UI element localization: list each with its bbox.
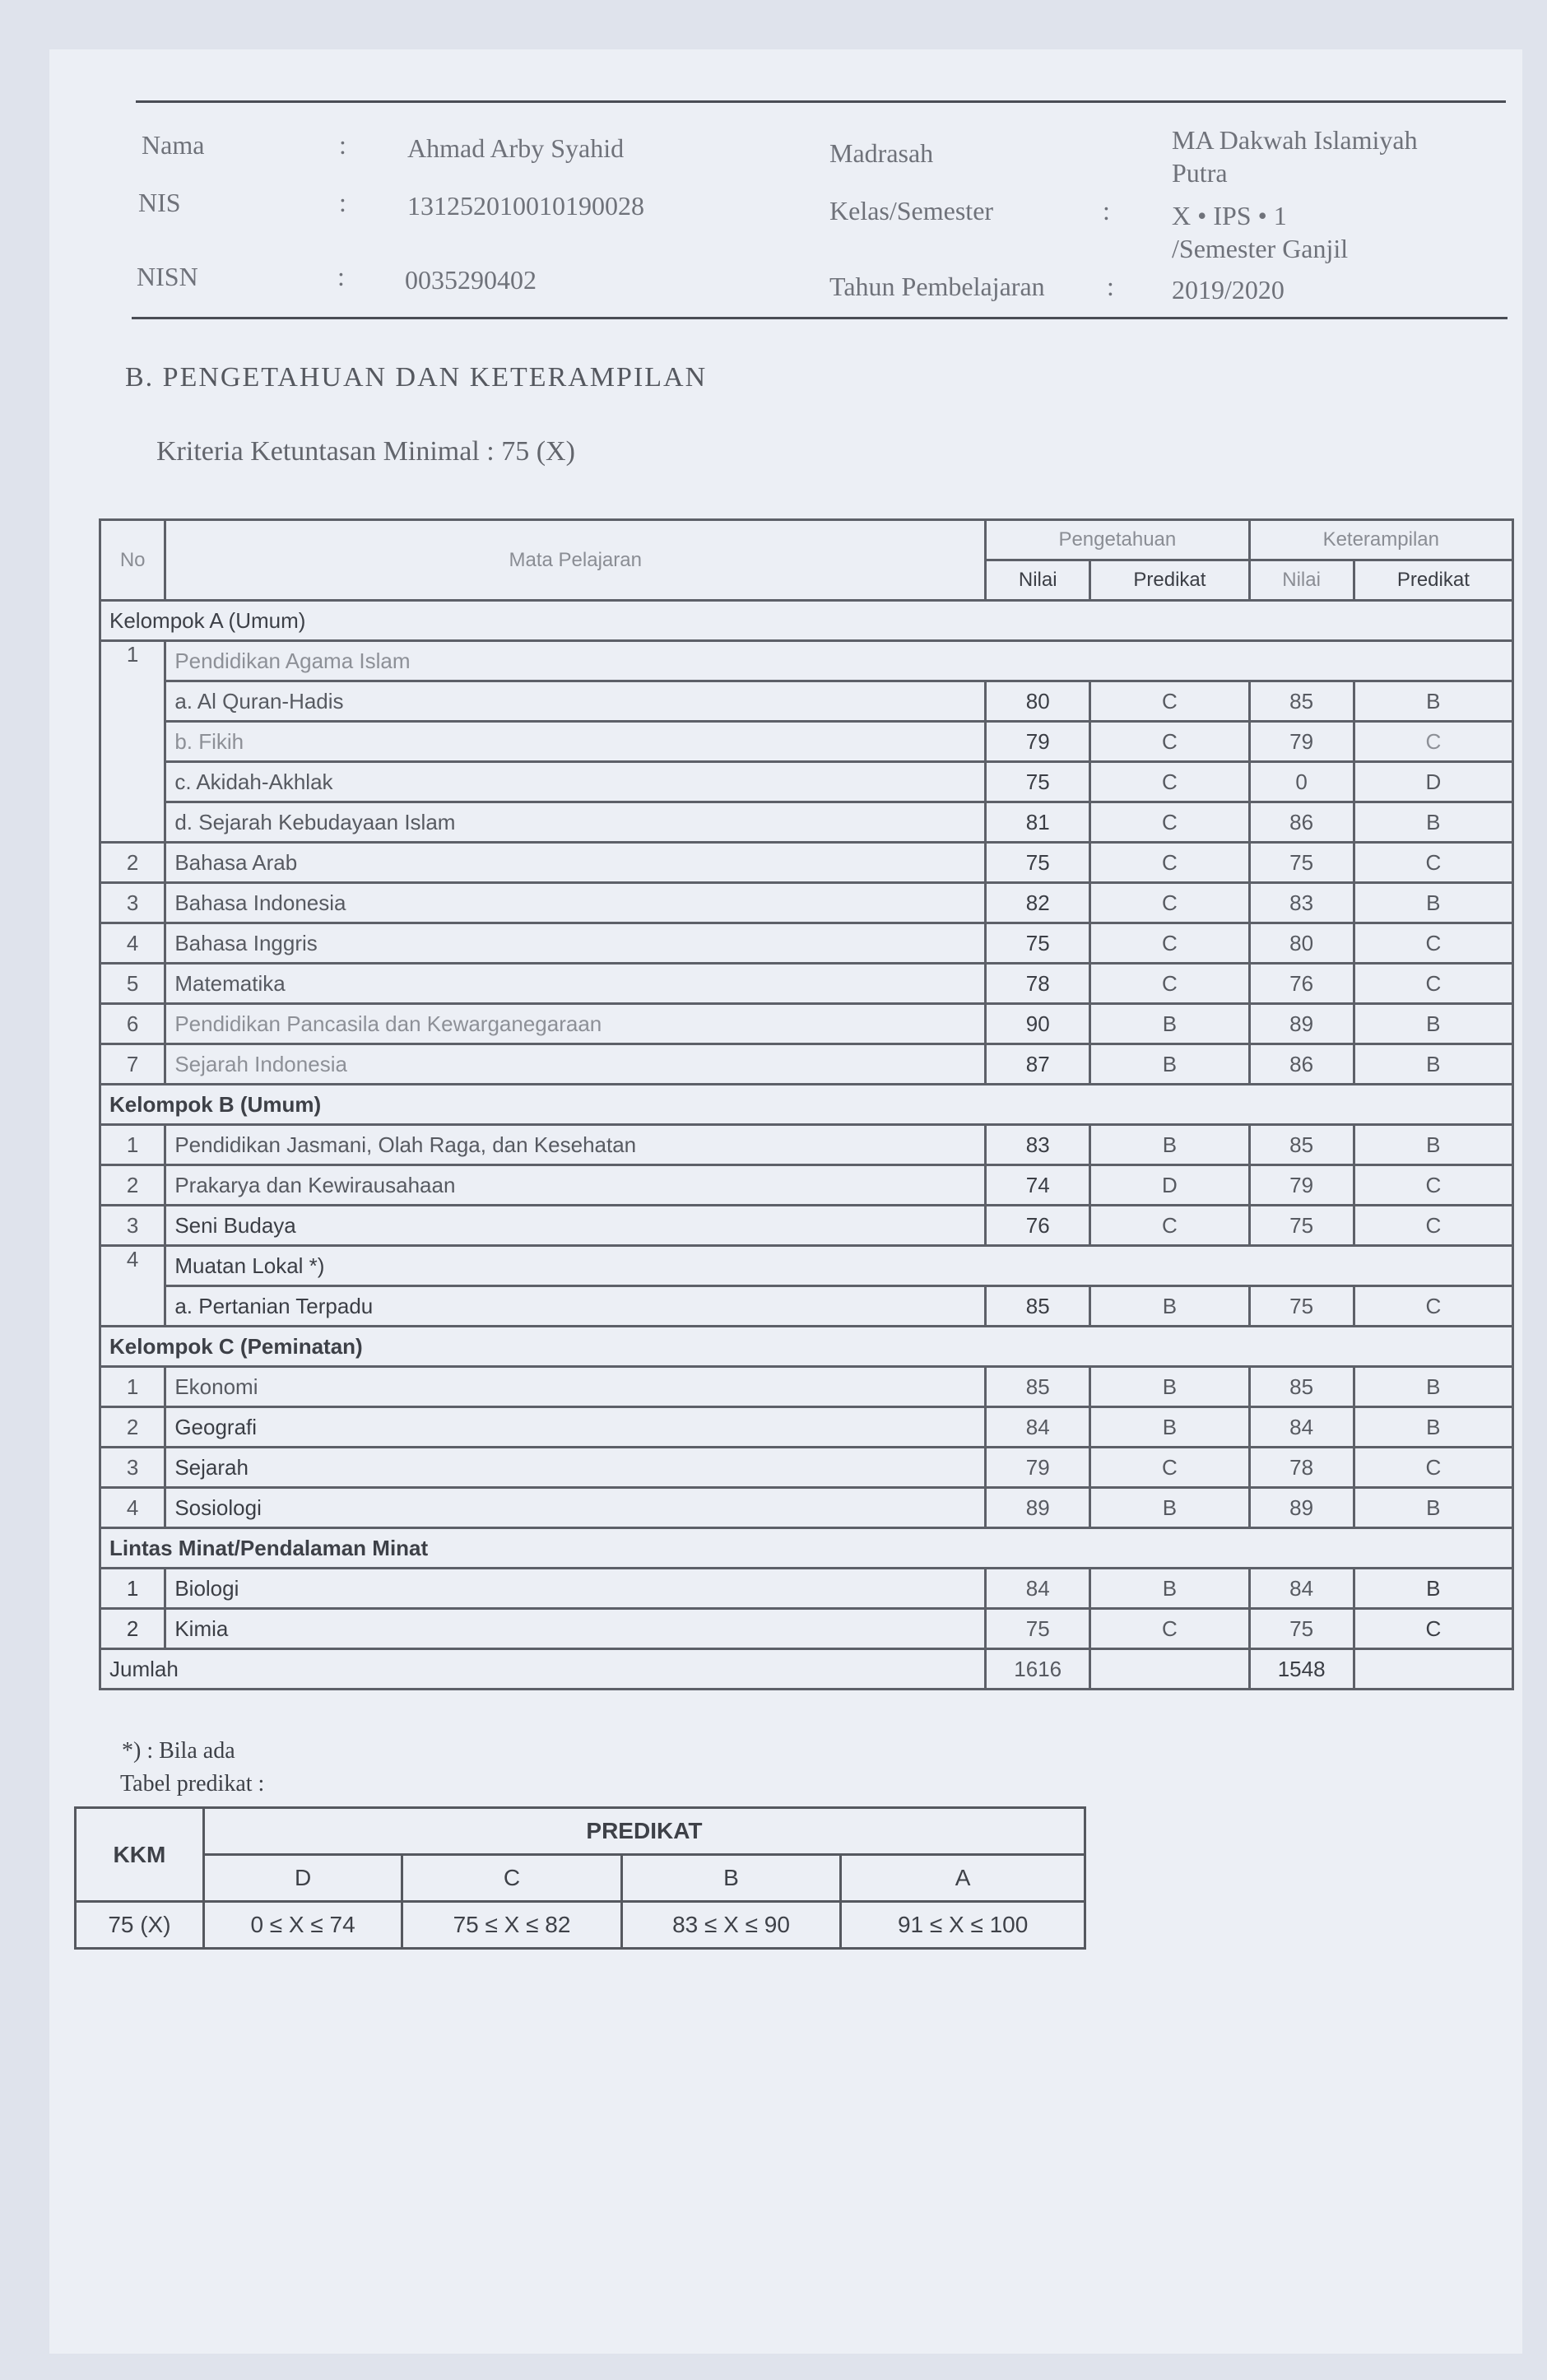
table-row <box>100 802 1513 843</box>
group-a-label: Kelompok A (Umum) <box>100 601 1513 641</box>
kelas-colon: : <box>1103 196 1110 225</box>
subject-name: Prakarya dan Kewirausahaan <box>165 1165 986 1206</box>
peng-nilai: 89 <box>986 1488 1090 1528</box>
ket-nilai: 89 <box>1249 1004 1354 1044</box>
peng-nilai: 74 <box>986 1165 1090 1206</box>
subject-name: a. Al Quran-Hadis <box>165 681 986 722</box>
peng-nilai: 79 <box>986 1448 1090 1488</box>
ket-predikat: B <box>1354 1367 1512 1407</box>
ket-predikat: B <box>1354 1407 1512 1448</box>
ket-predikat: B <box>1354 1004 1512 1044</box>
madrasah-label: Madrasah <box>829 138 934 168</box>
ket-nilai: 75 <box>1249 843 1354 883</box>
row-no: 2 <box>100 1165 165 1206</box>
subject-name: Bahasa Indonesia <box>165 883 986 923</box>
range-a: 91 ≤ X ≤ 100 <box>841 1902 1085 1949</box>
jumlah-peng-predikat-empty <box>1090 1649 1249 1690</box>
table-row <box>100 1448 1513 1488</box>
header-ket-nilai: Nilai <box>1249 560 1354 601</box>
ket-predikat: B <box>1354 1044 1512 1085</box>
nis-label: NIS <box>138 188 181 217</box>
jumlah-row <box>100 1649 1513 1690</box>
subject-name: Seni Budaya <box>165 1206 986 1246</box>
kkm-title: Kriteria Ketuntasan Minimal : 75 (X) <box>156 436 575 467</box>
ket-nilai: 86 <box>1249 1044 1354 1085</box>
subject-name: c. Akidah-Akhlak <box>165 762 986 802</box>
subject-name: Ekonomi <box>165 1367 986 1407</box>
peng-predikat: B <box>1090 1569 1249 1609</box>
jumlah-label: Jumlah <box>100 1649 986 1690</box>
ket-nilai: 76 <box>1249 964 1354 1004</box>
peng-predikat: C <box>1090 722 1249 762</box>
subject-name: d. Sejarah Kebudayaan Islam <box>165 802 986 843</box>
ket-nilai: 89 <box>1249 1488 1354 1528</box>
table-row <box>100 722 1513 762</box>
ket-predikat: C <box>1354 1448 1512 1488</box>
ket-predikat: C <box>1354 1206 1512 1246</box>
peng-nilai: 75 <box>986 843 1090 883</box>
grade-a: A <box>841 1855 1085 1902</box>
nisn-colon: : <box>337 262 345 291</box>
table-row <box>100 1125 1513 1165</box>
predikat-table <box>74 1806 1086 1950</box>
peng-nilai: 85 <box>986 1367 1090 1407</box>
ket-nilai: 85 <box>1249 1367 1354 1407</box>
subject-name: Geografi <box>165 1407 986 1448</box>
peng-predikat: C <box>1090 1448 1249 1488</box>
section-title: B. PENGETAHUAN DAN KETERAMPILAN <box>125 362 708 393</box>
subject-name: Matematika <box>165 964 986 1004</box>
subject-name: Kimia <box>165 1609 986 1649</box>
peng-predikat: B <box>1090 1044 1249 1085</box>
subject-name: Sejarah <box>165 1448 986 1488</box>
range-d: 0 ≤ X ≤ 74 <box>203 1902 402 1949</box>
row-no: 3 <box>100 1448 165 1488</box>
table-row <box>100 1367 1513 1407</box>
ket-predikat: C <box>1354 1286 1512 1327</box>
peng-nilai: 83 <box>986 1125 1090 1165</box>
table-row <box>100 681 1513 722</box>
name-value: Ahmad Arby Syahid <box>407 133 625 163</box>
ket-predikat: C <box>1354 722 1512 762</box>
pai-no: 1 <box>100 641 165 843</box>
ket-predikat: B <box>1354 1125 1512 1165</box>
peng-nilai: 76 <box>986 1206 1090 1246</box>
ket-nilai: 84 <box>1249 1569 1354 1609</box>
peng-predikat: D <box>1090 1165 1249 1206</box>
grade-c: C <box>402 1855 622 1902</box>
ket-nilai: 78 <box>1249 1448 1354 1488</box>
ket-predikat: C <box>1354 843 1512 883</box>
ket-nilai: 0 <box>1249 762 1354 802</box>
mulok-name: Muatan Lokal *) <box>165 1246 1513 1286</box>
header-ket-predikat: Predikat <box>1354 560 1512 601</box>
peng-predikat: B <box>1090 1367 1249 1407</box>
ket-nilai: 75 <box>1249 1206 1354 1246</box>
ket-nilai: 75 <box>1249 1609 1354 1649</box>
row-no: 4 <box>100 923 165 964</box>
header-bottom-rule <box>132 317 1508 319</box>
group-d-label: Lintas Minat/Pendalaman Minat <box>100 1528 1513 1569</box>
ket-nilai: 85 <box>1249 1125 1354 1165</box>
row-no: 3 <box>100 883 165 923</box>
table-row <box>100 923 1513 964</box>
subject-name: Pendidikan Jasmani, Olah Raga, dan Kesehatan <box>165 1125 986 1165</box>
group-c-label: Kelompok C (Peminatan) <box>100 1327 1513 1367</box>
ket-predikat: C <box>1354 923 1512 964</box>
peng-predikat: B <box>1090 1407 1249 1448</box>
row-no: 2 <box>100 843 165 883</box>
row-no: 2 <box>100 1407 165 1448</box>
header-no: No <box>100 520 165 601</box>
madrasah-value-line1: MA Dakwah Islamiyah <box>1172 125 1418 155</box>
grade-b: B <box>621 1855 841 1902</box>
ket-predikat: B <box>1354 1488 1512 1528</box>
peng-predikat: B <box>1090 1488 1249 1528</box>
table-row <box>100 1569 1513 1609</box>
subject-name: Biologi <box>165 1569 986 1609</box>
jumlah-ket-predikat-empty <box>1354 1649 1512 1690</box>
note-tabel-predikat: Tabel predikat : <box>120 1771 265 1797</box>
ket-predikat: C <box>1354 1165 1512 1206</box>
tahun-value: 2019/2020 <box>1172 275 1285 304</box>
peng-nilai: 84 <box>986 1569 1090 1609</box>
peng-predikat: C <box>1090 883 1249 923</box>
ket-nilai: 79 <box>1249 722 1354 762</box>
header-peng-predikat: Predikat <box>1090 560 1249 601</box>
kelas-value-line2: /Semester Ganjil <box>1172 234 1349 263</box>
peng-nilai: 82 <box>986 883 1090 923</box>
header-keterampilan: Keterampilan <box>1249 520 1512 560</box>
peng-nilai: 79 <box>986 722 1090 762</box>
row-no: 1 <box>100 1569 165 1609</box>
nisn-label: NISN <box>137 262 198 291</box>
peng-nilai: 80 <box>986 681 1090 722</box>
peng-nilai: 90 <box>986 1004 1090 1044</box>
table-row <box>100 843 1513 883</box>
peng-nilai: 75 <box>986 1609 1090 1649</box>
peng-nilai: 85 <box>986 1286 1090 1327</box>
range-c: 75 ≤ X ≤ 82 <box>402 1902 622 1949</box>
header-peng-nilai: Nilai <box>986 560 1090 601</box>
peng-predikat: C <box>1090 923 1249 964</box>
row-no: 1 <box>100 1367 165 1407</box>
name-colon: : <box>339 130 346 160</box>
peng-predikat: B <box>1090 1004 1249 1044</box>
mulok-no: 4 <box>100 1246 165 1327</box>
peng-predikat: C <box>1090 964 1249 1004</box>
table-row <box>100 1407 1513 1448</box>
ket-nilai: 86 <box>1249 802 1354 843</box>
ket-predikat: C <box>1354 964 1512 1004</box>
peng-predikat: B <box>1090 1286 1249 1327</box>
kkm-value: 75 (X) <box>76 1902 204 1949</box>
table-row <box>100 1044 1513 1085</box>
peng-nilai: 81 <box>986 802 1090 843</box>
peng-predikat: C <box>1090 802 1249 843</box>
row-no: 5 <box>100 964 165 1004</box>
ket-nilai: 85 <box>1249 681 1354 722</box>
madrasah-value-line2: Putra <box>1172 158 1228 188</box>
ket-nilai: 83 <box>1249 883 1354 923</box>
ket-nilai: 75 <box>1249 1286 1354 1327</box>
grades-table <box>99 518 1514 1690</box>
nisn-value: 0035290402 <box>405 265 537 295</box>
table-row <box>100 964 1513 1004</box>
tahun-colon: : <box>1107 272 1114 301</box>
subject-name: Pendidikan Pancasila dan Kewarganegaraan <box>165 1004 986 1044</box>
predikat-header: PREDIKAT <box>203 1808 1085 1855</box>
tahun-label: Tahun Pembelajaran <box>829 272 1045 301</box>
subject-name: b. Fikih <box>165 722 986 762</box>
kelas-label: Kelas/Semester <box>829 196 994 225</box>
table-row <box>100 762 1513 802</box>
row-no: 1 <box>100 1125 165 1165</box>
ket-predikat: B <box>1354 802 1512 843</box>
row-no: 6 <box>100 1004 165 1044</box>
peng-predikat: C <box>1090 843 1249 883</box>
table-row <box>100 883 1513 923</box>
table-row <box>100 1206 1513 1246</box>
ket-nilai: 79 <box>1249 1165 1354 1206</box>
subject-name: Sejarah Indonesia <box>165 1044 986 1085</box>
peng-nilai: 75 <box>986 762 1090 802</box>
subject-name: Bahasa Inggris <box>165 923 986 964</box>
subject-name: Bahasa Arab <box>165 843 986 883</box>
jumlah-pengetahuan: 1616 <box>986 1649 1090 1690</box>
range-b: 83 ≤ X ≤ 90 <box>621 1902 841 1949</box>
kelas-value-line1: X • IPS • 1 <box>1172 201 1287 230</box>
header-mapel: Mata Pelajaran <box>165 520 986 601</box>
subject-name: Sosiologi <box>165 1488 986 1528</box>
note-bila-ada: *) : Bila ada <box>122 1738 235 1764</box>
ket-predikat: C <box>1354 1609 1512 1649</box>
peng-predikat: C <box>1090 1609 1249 1649</box>
peng-predikat: C <box>1090 1206 1249 1246</box>
row-no: 3 <box>100 1206 165 1246</box>
peng-predikat: B <box>1090 1125 1249 1165</box>
row-no: 4 <box>100 1488 165 1528</box>
grade-d: D <box>203 1855 402 1902</box>
ket-predikat: B <box>1354 883 1512 923</box>
table-row <box>100 1004 1513 1044</box>
name-label: Nama <box>142 130 205 160</box>
table-row <box>100 1165 1513 1206</box>
ket-predikat: B <box>1354 681 1512 722</box>
row-no: 2 <box>100 1609 165 1649</box>
ket-nilai: 80 <box>1249 923 1354 964</box>
jumlah-keterampilan: 1548 <box>1249 1649 1354 1690</box>
ket-nilai: 84 <box>1249 1407 1354 1448</box>
header-top-rule <box>136 100 1506 103</box>
peng-nilai: 75 <box>986 923 1090 964</box>
peng-predikat: C <box>1090 762 1249 802</box>
table-row <box>100 1609 1513 1649</box>
peng-predikat: C <box>1090 681 1249 722</box>
subject-name: a. Pertanian Terpadu <box>165 1286 986 1327</box>
kkm-header: KKM <box>76 1808 204 1902</box>
ket-predikat: D <box>1354 762 1512 802</box>
nis-colon: : <box>339 188 346 217</box>
header-pengetahuan: Pengetahuan <box>986 520 1249 560</box>
group-b-label: Kelompok B (Umum) <box>100 1085 1513 1125</box>
pai-name: Pendidikan Agama Islam <box>165 641 1513 681</box>
row-no: 7 <box>100 1044 165 1085</box>
peng-nilai: 78 <box>986 964 1090 1004</box>
nis-value: 131252010010190028 <box>407 191 644 221</box>
ket-predikat: B <box>1354 1569 1512 1609</box>
table-row <box>100 1286 1513 1327</box>
table-row <box>100 1488 1513 1528</box>
peng-nilai: 87 <box>986 1044 1090 1085</box>
peng-nilai: 84 <box>986 1407 1090 1448</box>
